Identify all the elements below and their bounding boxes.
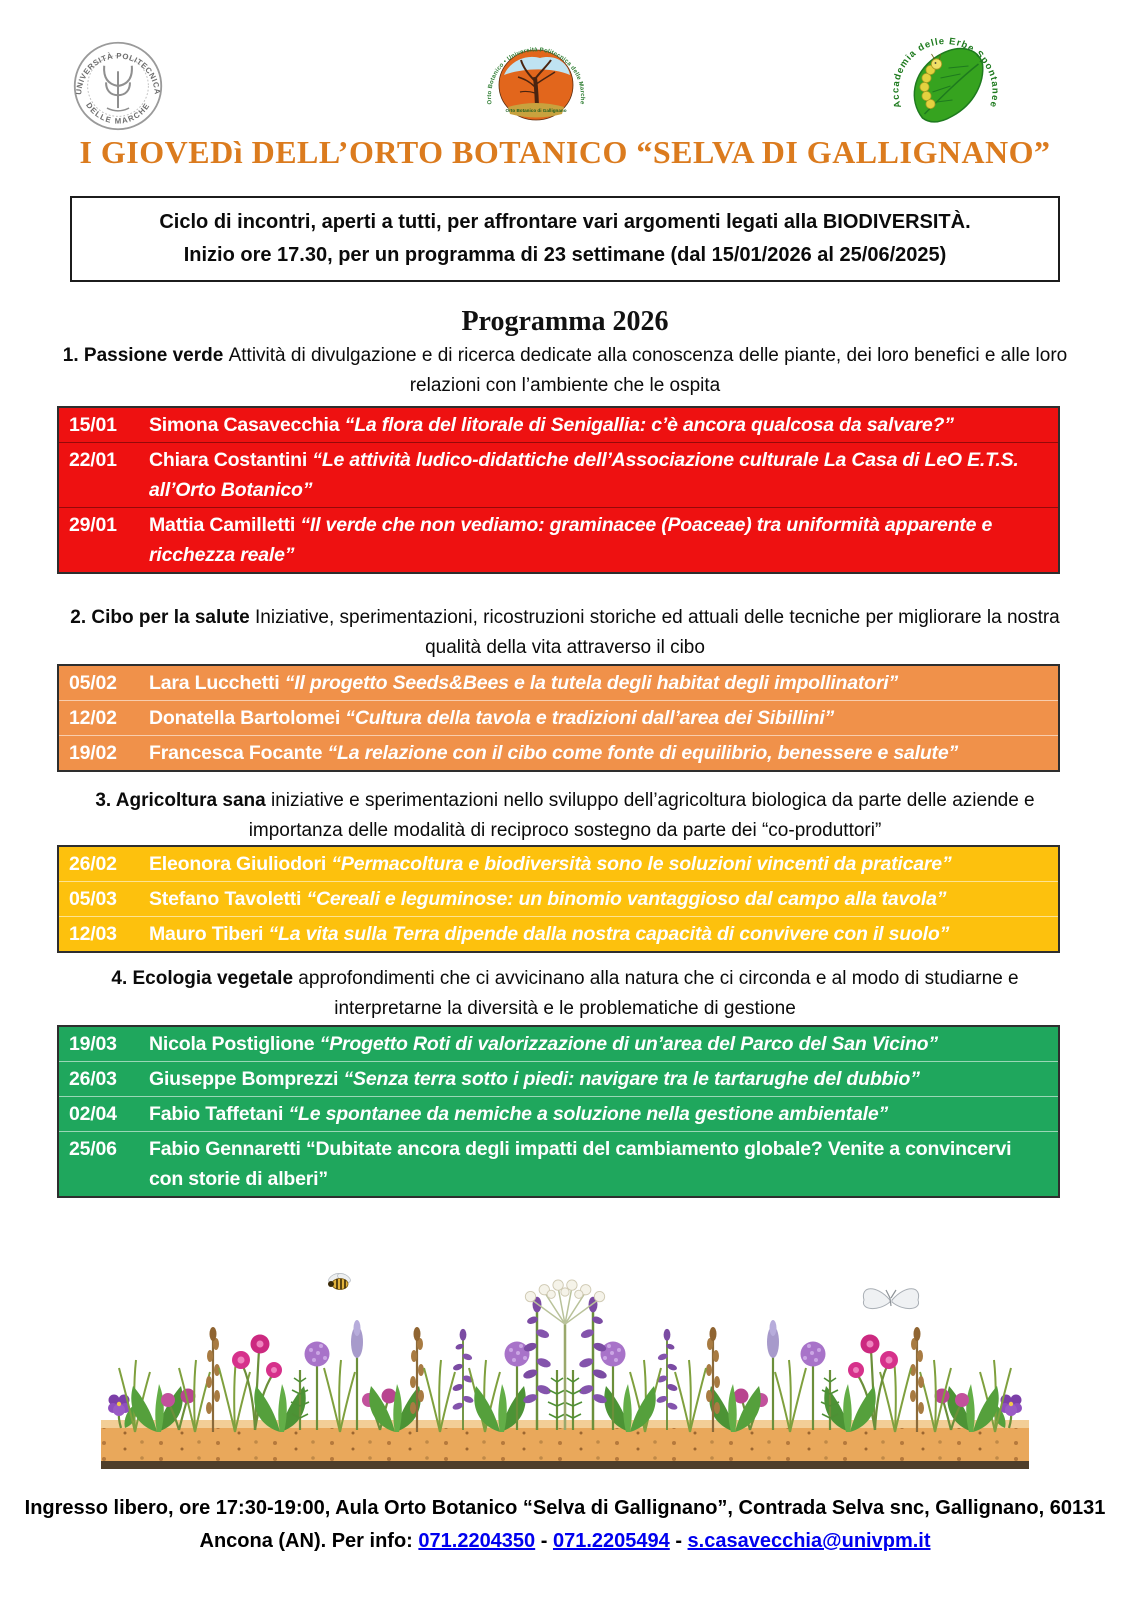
talk-title: “Dubitate ancora degli impatti del cambiamento globale? Venite a convincervi con storie di alberi”: [149, 1138, 1012, 1190]
footer-info-prefix: Ancona (AN). Per info:: [199, 1530, 419, 1552]
page-title: I GIOVEDì DELL’ORTO BOTANICO “SELVA DI GALLIGNANO”: [79, 134, 1051, 170]
speaker-name: Stefano Tavoletti: [149, 888, 307, 910]
bee-icon: [327, 1272, 352, 1290]
phone-link-1[interactable]: 071.2204350: [418, 1530, 536, 1552]
talk-entry: [149, 919, 1058, 949]
talk-date: 15/01: [69, 414, 117, 436]
talk-date: 25/06: [69, 1138, 117, 1160]
talk-date: 19/02: [69, 742, 117, 764]
speaker-name: Chiara Costantini: [149, 449, 313, 471]
speaker-name: Lara Lucchetti: [149, 672, 285, 694]
table-row: [59, 442, 1058, 507]
talk-entry: [149, 884, 1058, 914]
talk-entry: [149, 410, 1058, 440]
talk-title: “Cultura della tavola e tradizioni dall’area dei Sibillini”: [345, 707, 835, 729]
speaker-name: Eleonora Giuliodori: [149, 853, 332, 875]
talk-entry: [149, 1134, 1058, 1194]
table-row: [59, 1061, 1058, 1096]
talk-entry: [149, 1099, 1058, 1129]
wildflower-meadow-illustration: [95, 1262, 1035, 1477]
section-number-title: 2. Cibo per la salute: [70, 607, 256, 628]
talk-entry: [149, 738, 1058, 768]
table-row: [59, 1027, 1058, 1061]
section-heading-4: [55, 964, 1075, 1024]
talk-title: “La relazione con il cibo come fonte di equilibrio, benessere e salute”: [327, 742, 959, 764]
footer-line-1: Ingresso libero, ore 17:30-19:00, Aula Orto Botanico “Selva di Gallignano”, Contrada Selva snc, Gallignano, 60131: [24, 1497, 1106, 1519]
talk-entry: [149, 668, 1058, 698]
talk-title: “La vita sulla Terra dipende dalla nostra capacità di convivere con il suolo”: [268, 923, 950, 945]
speaker-name: Mattia Camilletti: [149, 514, 301, 536]
talk-date: 29/01: [69, 514, 117, 536]
table-row: [59, 881, 1058, 916]
intro-line-1: Ciclo di incontri, aperti a tutti, per affrontare vari argomenti legati alla BIODIVERSITÀ.: [159, 211, 971, 233]
talk-date: 05/03: [69, 888, 117, 910]
svg-text:UNIVERSITÀ POLITECNICA: UNIVERSITÀ POLITECNICA: [74, 51, 162, 96]
talk-entry: [149, 703, 1058, 733]
univpm-logo: [72, 40, 164, 132]
table-row: [59, 1096, 1058, 1131]
table-row: [59, 507, 1058, 572]
talk-entry: [149, 1064, 1058, 1094]
section-number-title: 1. Passione verde: [62, 345, 229, 366]
section-description: Attività di divulgazione e di ricerca dedicate alla conoscenza delle piante, dei loro benefici e alle loro relazioni con l’ambiente che le ospita: [228, 345, 1068, 396]
svg-text:Orto Botanico • Università Pol: Orto Botanico • Università Politecnica delle Marche: [486, 47, 586, 105]
talks-table-3: [57, 845, 1060, 953]
table-row: [59, 735, 1058, 770]
email-link[interactable]: s.casavecchia@univpm.it: [687, 1530, 931, 1552]
table-row: [59, 666, 1058, 700]
talk-date: 05/02: [69, 672, 117, 694]
table-row: [59, 700, 1058, 735]
talk-date: 12/02: [69, 707, 117, 729]
speaker-name: Nicola Postiglione: [149, 1033, 320, 1055]
talks-table-4: [57, 1025, 1060, 1198]
section-description: iniziative e sperimentazioni nello sviluppo dell’agricoltura biologica da parte delle aziende e importanza delle modalità di reciproco sostegno da parte dei “co-produttori”: [248, 790, 1035, 841]
section-heading-3: [55, 786, 1075, 846]
intro-line-2: Inizio ore 17.30, per un programma di 23 settimane (dal 15/01/2026 al 25/06/2025): [183, 244, 947, 266]
section-heading-1: [55, 341, 1075, 401]
section-description: Iniziative, sperimentazioni, ricostruzioni storiche ed attuali delle tecniche per migliorare la nostra qualità della vita attraverso il cibo: [255, 607, 1060, 658]
phone-link-2[interactable]: 071.2205494: [552, 1530, 670, 1552]
talk-date: 26/03: [69, 1068, 117, 1090]
talk-date: 22/01: [69, 449, 117, 471]
footer-line-2: Ancona (AN). Per info: 071.2204350 - 071.2205494 - s.casavecchia@univpm.it: [199, 1530, 931, 1552]
footer: [0, 1492, 1130, 1558]
table-row: [59, 916, 1058, 951]
table-row: [59, 1131, 1058, 1196]
speaker-name: Simona Casavecchia: [149, 414, 345, 436]
talk-entry: [149, 445, 1058, 505]
speaker-name: Giuseppe Bomprezzi: [149, 1068, 344, 1090]
intro-box: [70, 196, 1060, 282]
section-number-title: 4. Ecologia vegetale: [111, 968, 299, 989]
talk-title: “Cereali e leguminose: un binomio vantaggioso dal campo alla tavola”: [306, 888, 947, 910]
section-description: approfondimenti che ci avvicinano alla natura che ci circonda e al modo di studiarne e interpretarne la diversità e le problematiche di gestione: [298, 968, 1019, 1019]
talks-table-2: [57, 664, 1060, 772]
talk-title: “Le spontanee da nemiche a soluzione nella gestione ambientale”: [288, 1103, 889, 1125]
table-row: [59, 408, 1058, 442]
section-heading-2: [55, 603, 1075, 663]
speaker-name: Mauro Tiberi: [149, 923, 269, 945]
talk-date: 02/04: [69, 1103, 117, 1125]
talk-entry: [149, 510, 1058, 570]
svg-text:Accademia delle Erbe Spontanee: Accademia delle Erbe Spontanee: [890, 35, 1001, 110]
program-title: Programma 2026: [461, 306, 669, 337]
table-row: [59, 847, 1058, 881]
butterfly-icon: [863, 1289, 918, 1309]
orto-botanico-logo: [482, 35, 590, 135]
talk-title: “Progetto Roti di valorizzazione di un’area del Parco del San Vicino”: [319, 1033, 938, 1055]
talk-date: 19/03: [69, 1033, 117, 1055]
talk-date: 26/02: [69, 853, 117, 875]
talk-title: “Il progetto Seeds&Bees e la tutela degli habitat degli impollinatori”: [284, 672, 899, 694]
talk-title: “La flora del litorale di Senigallia: c’è ancora qualcosa da salvare?”: [344, 414, 954, 436]
talks-table-1: [57, 406, 1060, 574]
talk-entry: [149, 849, 1058, 879]
speaker-name: Donatella Bartolomei: [149, 707, 346, 729]
speaker-name: Fabio Gennaretti: [149, 1138, 306, 1160]
speaker-name: Francesca Focante: [149, 742, 328, 764]
svg-text:Orto Botanico di Gallignano: Orto Botanico di Gallignano: [505, 108, 567, 113]
talk-title: “Senza terra sotto i piedi: navigare tra le tartarughe del dubbio”: [343, 1068, 920, 1090]
talk-entry: [149, 1029, 1058, 1059]
talk-title: “Le attività ludico-didattiche dell’Associazione culturale La Casa di LeO E.T.S. all’Orto Botanico”: [149, 449, 1019, 501]
section-number-title: 3. Agricoltura sana: [95, 790, 271, 811]
talk-date: 12/03: [69, 923, 117, 945]
talk-title: “Permacoltura e biodiversità sono le soluzioni vincenti da praticare”: [331, 853, 952, 875]
svg-text:DELLE MARCHE: DELLE MARCHE: [84, 100, 152, 126]
speaker-name: Fabio Taffetani: [149, 1103, 289, 1125]
accademia-erbe-logo: [888, 26, 1004, 144]
talk-title: “Il verde che non vediamo: graminacee (Poaceae) tra uniformità apparente e ricchezza reale”: [149, 514, 993, 566]
